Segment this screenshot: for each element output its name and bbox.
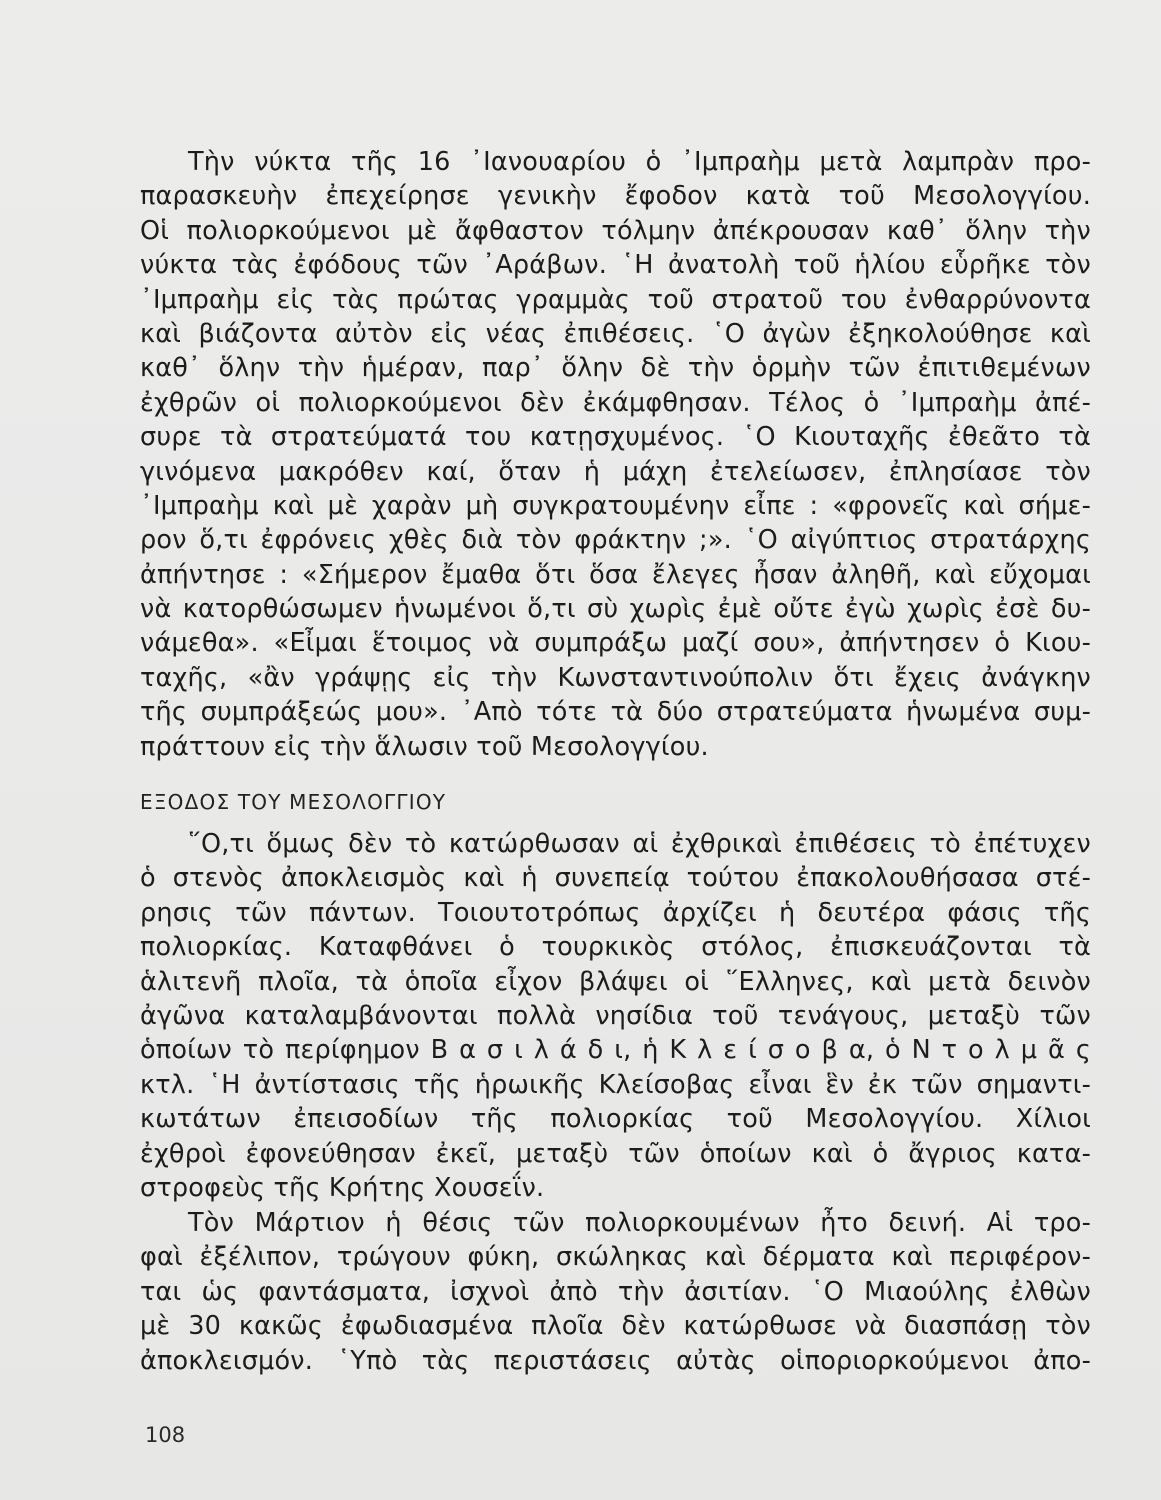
text-line: ἁλιτενῆ πλοῖα, τὰ ὁποῖα εἶχον βλάψει οἱ ῞Ελληνες, καὶ μετὰ δεινὸν (140, 966, 1091, 997)
page-number: 108 (145, 1423, 186, 1447)
text-line: παρασκευὴν ἐπεχείρησε γενικὴν ἔφοδον κατὰ τοῦ Μεσολογγίου. (140, 181, 1091, 212)
text-line: ἀπήντησε : «Σήμερον ἔμαθα ὅτι ὅσα ἔλεγες ἦσαν ἀληθῆ, καὶ εὔχομαι (140, 559, 1091, 590)
text-line: ταχῆς, «ἂν γράψῃς εἰς τὴν Κωνσταντινούπολιν ὅτι ἔχεις ἀνάγκην (140, 662, 1091, 693)
text-line: ῞Ο,τι ὅμως δὲν τὸ κατώρθωσαν αἱ ἐχθρικαὶ ἐπιθέσεις τὸ ἐπέτυχεν (188, 829, 1091, 859)
text-line: νύκτα τὰς ἐφόδους τῶν ᾿Αράβων. ῾Η ἀνατολὴ τοῦ ἡλίου εὗρῆκε τὸν (140, 250, 1091, 281)
text-line: γινόμενα μακρόθεν καί, ὅταν ἡ μάχη ἐτελείωσεν, ἐπλησίασε τὸν (140, 456, 1091, 487)
text-line: ὁποίων τὸ περίφημον Β α σ ι λ ά δ ι, ἡ Κ λ ε ί σ ο β α, ὁ Ν τ ο λ μ ᾶ ς (140, 1035, 1091, 1066)
text-line: ἐχθροὶ ἐφονεύθησαν ἐκεῖ, μεταξὺ τῶν ὁποίων καὶ ὁ ἄγριος κατα- (140, 1138, 1091, 1169)
text-line: τῆς συμπράξεώς μου». ᾿Απὸ τότε τὰ δύο στρατεύματα ἡνωμένα συμ- (140, 697, 1091, 728)
text-line: καθ᾿ ὅλην τὴν ἡμέραν, παρ᾿ ὅλην δὲ τὴν ὁρμὴν τῶν ἐπιτιθεμένων (140, 353, 1091, 384)
text-line: νὰ κατορθώσωμεν ἡνωμένοι ὅ,τι σὺ χωρὶς ἐμὲ οὔτε ἐγὼ χωρὶς ἐσὲ δυ- (140, 594, 1091, 625)
text-line: ται ὡς φαντάσματα, ἰσχνοὶ ἀπὸ τὴν ἀσιτίαν. ῾Ο Μιαούλης ἐλθὼν (140, 1276, 1091, 1307)
text-line: πολιορκίας. Καταφθάνει ὁ τουρκικὸς στόλος, ἐπισκευάζονται τὰ (140, 932, 1091, 963)
text-line: ρησις τῶν πάντων. Τοιουτοτρόπως ἀρχίζει ἡ δευτέρα φάσις τῆς (140, 897, 1091, 928)
text-line: ἀποκλεισμόν. ῾Υπὸ τὰς περιστάσεις αὐτὰς οἱποριορκούμενοι ἀπο- (140, 1345, 1091, 1376)
text-line: ὁ στενὸς ἀποκλεισμὸς καὶ ἡ συνεπείᾳ τούτου ἐπακολουθήσασα στέ- (140, 863, 1091, 894)
text-line: ἐχθρῶν οἱ πολιορκούμενοι δὲν ἐκάμφθησαν. Τέλος ὁ ᾿Ιμπραὴμ ἀπέ- (140, 387, 1091, 418)
section-heading: ΕΞΟΔΟΣ ΤΟΥ ΜΕΣΟΛΟΓΓΙΟΥ (140, 790, 447, 814)
text-line: νάμεθα». «Εἶμαι ἕτοιμος νὰ συμπράξω μαζί σου», ἀπήντησεν ὁ Κιου- (140, 628, 1091, 659)
text-line: πράττουν εἰς τὴν ἅλωσιν τοῦ Μεσολογγίου. (140, 731, 709, 762)
text-line: στροφεὺς τῆς Κρήτης Χουσεΐν. (140, 1172, 545, 1203)
text-line: κωτάτων ἐπεισοδίων τῆς πολιορκίας τοῦ Μεσολογγίου. Χίλιοι (140, 1104, 1091, 1135)
text-line: Οἱ πολιορκούμενοι μὲ ἄφθαστον τόλμην ἀπέκρουσαν καθ᾿ ὅλην τὴν (140, 215, 1091, 246)
paragraph-1 (140, 145, 1091, 764)
text-line: φαὶ ἐξέλιπον, τρώγουν φύκη, σκώληκας καὶ δέρματα καὶ περιφέρον- (140, 1242, 1091, 1273)
text-line: Τὴν νύκτα τῆς 16 ᾿Ιανουαρίου ὁ ᾿Ιμπραὴμ μετὰ λαμπρὰν προ- (188, 147, 1091, 177)
text-line: ρον ὅ,τι ἐφρόνεις χθὲς διὰ τὸν φράκτην ;». ῾Ο αἰγύπτιος στρατάρχης (140, 525, 1091, 556)
text-line: ἀγῶνα καταλαμβάνονται πολλὰ νησίδια τοῦ τενάγους, μεταξὺ τῶν (140, 1000, 1091, 1031)
paragraph-2 (140, 827, 1091, 1205)
paragraph-3 (140, 1206, 1091, 1378)
text-line: ᾿Ιμπραὴμ εἰς τὰς πρώτας γραμμὰς τοῦ στρατοῦ του ἐνθαρρύνοντα (140, 284, 1091, 315)
text-line: κτλ. ῾Η ἀντίστασις τῆς ἡρωικῆς Κλείσοβας εἶναι ἓν ἐκ τῶν σημαντι- (140, 1069, 1091, 1100)
text-line: καὶ βιάζοντα αὐτὸν εἰς νέας ἐπιθέσεις. ῾Ο ἀγὼν ἐξηκολούθησε καὶ (140, 318, 1091, 349)
text-line: συρε τὰ στρατεύματά του κατῃσχυμένος. ῾Ο Κιουταχῆς ἐθεᾶτο τὰ (140, 422, 1091, 453)
text-line: μὲ 30 κακῶς ἐφωδιασμένα πλοῖα δὲν κατώρθωσε νὰ διασπάσῃ τὸν (140, 1311, 1091, 1342)
text-line: ᾿Ιμπραὴμ καὶ μὲ χαρὰν μὴ συγκρατουμένην εἶπε : «φρονεῖς καὶ σήμε- (140, 490, 1091, 521)
text-line: Τὸν Μάρτιον ἡ θέσις τῶν πολιορκουμένων ἦτο δεινή. Αἱ τρο- (188, 1208, 1091, 1238)
